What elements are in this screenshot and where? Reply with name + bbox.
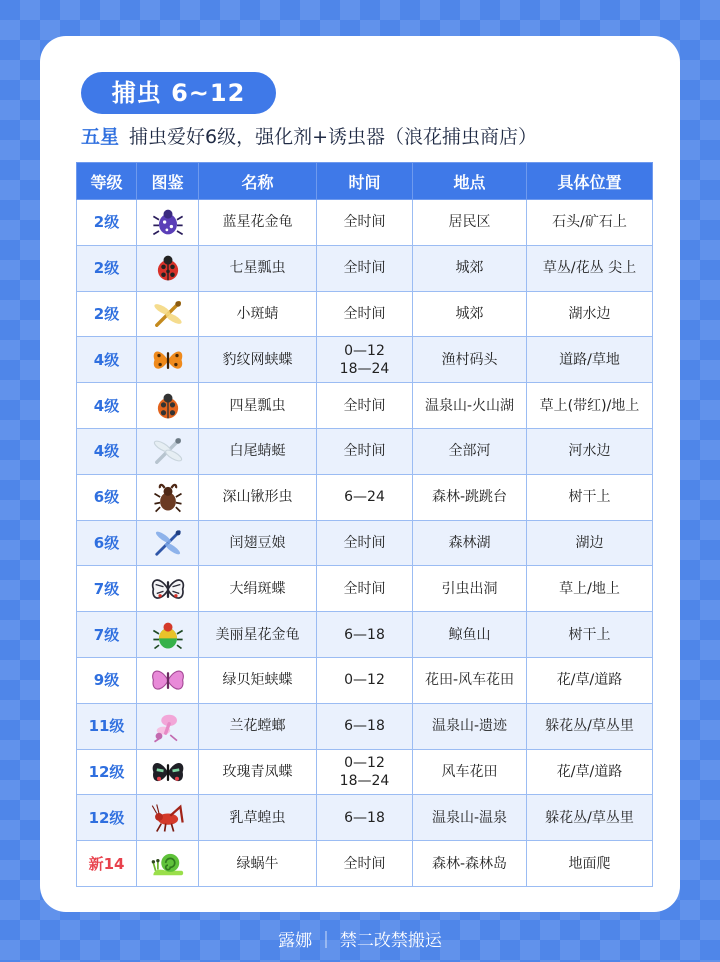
cell-time <box>317 291 413 337</box>
subtitle <box>81 122 537 149</box>
table-row <box>77 200 653 246</box>
cell-place: 温泉山-遗迹 <box>413 703 527 749</box>
cell-name: 绿贝矩蛱蝶 <box>199 657 317 703</box>
cell-spot: 湖边 <box>527 520 653 566</box>
time-range-2: 18—24 <box>339 360 390 377</box>
footer-credit: 露娜 ｜ 禁二改禁搬运 <box>278 931 442 951</box>
header-level: 等级 <box>77 163 137 200</box>
cell-place: 森林-森林岛 <box>413 841 527 887</box>
grasshopper-icon <box>150 800 186 836</box>
cell-spot: 草上(带红)/地上 <box>527 383 653 429</box>
patterned-butterfly-icon <box>150 571 186 607</box>
ladybug-icon <box>150 250 186 286</box>
cell-icon <box>137 200 199 246</box>
time-range-2: 18—24 <box>339 772 390 789</box>
cell-name: 玫瑰青凤蝶 <box>199 749 317 795</box>
cell-level: 11级 <box>77 703 137 749</box>
cell-place: 全部河 <box>413 428 527 474</box>
pink-butterfly-icon <box>150 662 186 698</box>
swallowtail-butterfly-icon <box>150 754 186 790</box>
header-spot: 具体位置 <box>527 163 653 200</box>
cell-level: 2级 <box>77 200 137 246</box>
cell-name: 蓝星花金龟 <box>199 200 317 246</box>
time-range: 全时间 <box>343 305 386 322</box>
time-range: 全时间 <box>343 855 386 872</box>
table-row <box>77 566 653 612</box>
cell-spot: 躲花丛/草丛里 <box>527 703 653 749</box>
cell-name: 四星瓢虫 <box>199 383 317 429</box>
cell-place: 渔村码头 <box>413 337 527 383</box>
cell-place: 引虫出洞 <box>413 566 527 612</box>
time-range-1: 0—12 <box>344 342 385 359</box>
cell-time <box>317 474 413 520</box>
cell-level: 4级 <box>77 383 137 429</box>
cell-spot: 道路/草地 <box>527 337 653 383</box>
cell-time <box>317 795 413 841</box>
header-name: 名称 <box>199 163 317 200</box>
cell-time <box>317 612 413 658</box>
cell-time <box>317 200 413 246</box>
cell-place: 城郊 <box>413 291 527 337</box>
cell-time <box>317 383 413 429</box>
table-row <box>77 612 653 658</box>
cell-level: 6级 <box>77 520 137 566</box>
cell-time <box>317 245 413 291</box>
cell-spot: 石头/矿石上 <box>527 200 653 246</box>
cell-place: 鲸鱼山 <box>413 612 527 658</box>
cell-spot: 树干上 <box>527 474 653 520</box>
cell-name: 美丽星花金龟 <box>199 612 317 658</box>
cell-level: 7级 <box>77 566 137 612</box>
cell-time <box>317 749 413 795</box>
cell-level: 2级 <box>77 291 137 337</box>
cell-icon <box>137 795 199 841</box>
page-title: 捕虫 6~12 <box>81 72 276 114</box>
cell-level: 7级 <box>77 612 137 658</box>
header-time: 时间 <box>317 163 413 200</box>
cell-spot: 地面爬 <box>527 841 653 887</box>
time-range: 0—12 <box>344 672 385 689</box>
cell-icon <box>137 520 199 566</box>
cell-level: 4级 <box>77 428 137 474</box>
yellow-dragonfly-icon <box>150 296 186 332</box>
cell-level: 新14 <box>77 841 137 887</box>
stag-beetle-icon <box>150 479 186 515</box>
time-range: 全时间 <box>343 214 386 231</box>
cell-time <box>317 703 413 749</box>
white-dragonfly-icon <box>150 433 186 469</box>
header-place: 地点 <box>413 163 527 200</box>
cell-name: 豹纹网蛱蝶 <box>199 337 317 383</box>
cell-name: 七星瓢虫 <box>199 245 317 291</box>
table-row <box>77 383 653 429</box>
cell-level: 12级 <box>77 795 137 841</box>
cell-icon <box>137 428 199 474</box>
cell-time <box>317 520 413 566</box>
green-snail-icon <box>150 846 186 882</box>
rainbow-beetle-icon <box>150 617 186 653</box>
cell-spot: 草上/地上 <box>527 566 653 612</box>
blue-beetle-icon <box>150 204 186 240</box>
time-range: 6—18 <box>344 809 385 826</box>
table-row <box>77 749 653 795</box>
header-icon: 图鉴 <box>137 163 199 200</box>
cell-level: 4级 <box>77 337 137 383</box>
table-row <box>77 474 653 520</box>
cell-time <box>317 657 413 703</box>
cell-icon <box>137 566 199 612</box>
time-range: 6—24 <box>344 489 385 506</box>
cell-time <box>317 428 413 474</box>
cell-name: 白尾蜻蜓 <box>199 428 317 474</box>
time-range: 全时间 <box>343 443 386 460</box>
bug-table <box>76 162 653 887</box>
cell-place: 城郊 <box>413 245 527 291</box>
subtitle-text: 捕虫爱好6级，强化剂+诱虫器（浪花捕虫商店） <box>129 126 538 148</box>
cell-icon <box>137 749 199 795</box>
cell-name: 深山锹形虫 <box>199 474 317 520</box>
table-row <box>77 795 653 841</box>
table-row <box>77 428 653 474</box>
table-row <box>77 291 653 337</box>
table-row <box>77 520 653 566</box>
cell-place: 森林-跳跳台 <box>413 474 527 520</box>
cell-icon <box>137 245 199 291</box>
time-range: 6—18 <box>344 718 385 735</box>
cell-place: 森林湖 <box>413 520 527 566</box>
cell-name: 闰翅豆娘 <box>199 520 317 566</box>
cell-icon <box>137 612 199 658</box>
cell-icon <box>137 337 199 383</box>
cell-place: 温泉山-火山湖 <box>413 383 527 429</box>
time-range: 全时间 <box>343 534 386 551</box>
cell-spot: 树干上 <box>527 612 653 658</box>
cell-icon <box>137 657 199 703</box>
table-row <box>77 245 653 291</box>
cell-name: 绿蜗牛 <box>199 841 317 887</box>
cell-spot: 湖水边 <box>527 291 653 337</box>
cell-spot: 河水边 <box>527 428 653 474</box>
cell-icon <box>137 383 199 429</box>
cell-place: 风车花田 <box>413 749 527 795</box>
cell-level: 6级 <box>77 474 137 520</box>
cell-name: 乳草蝗虫 <box>199 795 317 841</box>
cell-name: 小斑蜻 <box>199 291 317 337</box>
damselfly-icon <box>150 525 186 561</box>
table-header-row <box>77 163 653 200</box>
cell-place: 居民区 <box>413 200 527 246</box>
cell-place: 花田-风车花田 <box>413 657 527 703</box>
time-range: 全时间 <box>343 580 386 597</box>
table-row <box>77 841 653 887</box>
cell-level: 12级 <box>77 749 137 795</box>
cell-time <box>317 566 413 612</box>
orange-butterfly-icon <box>150 342 186 378</box>
cell-icon <box>137 703 199 749</box>
cell-time <box>317 337 413 383</box>
time-range-1: 0—12 <box>344 754 385 771</box>
table-row <box>77 657 653 703</box>
cell-name: 兰花螳螂 <box>199 703 317 749</box>
time-range: 6—18 <box>344 626 385 643</box>
cell-level: 9级 <box>77 657 137 703</box>
table-row <box>77 337 653 383</box>
time-range: 全时间 <box>343 260 386 277</box>
cell-spot: 花/草/道路 <box>527 749 653 795</box>
cell-icon <box>137 841 199 887</box>
cell-name: 大绢斑蝶 <box>199 566 317 612</box>
cell-place: 温泉山-温泉 <box>413 795 527 841</box>
cell-spot: 花/草/道路 <box>527 657 653 703</box>
four-spot-ladybug-icon <box>150 388 186 424</box>
orchid-mantis-icon <box>150 708 186 744</box>
rank-label: 五星 <box>81 126 120 148</box>
cell-level: 2级 <box>77 245 137 291</box>
time-range: 全时间 <box>343 397 386 414</box>
cell-icon <box>137 474 199 520</box>
cell-spot: 草丛/花丛 尖上 <box>527 245 653 291</box>
cell-spot: 躲花丛/草丛里 <box>527 795 653 841</box>
cell-icon <box>137 291 199 337</box>
table-row <box>77 703 653 749</box>
cell-time <box>317 841 413 887</box>
